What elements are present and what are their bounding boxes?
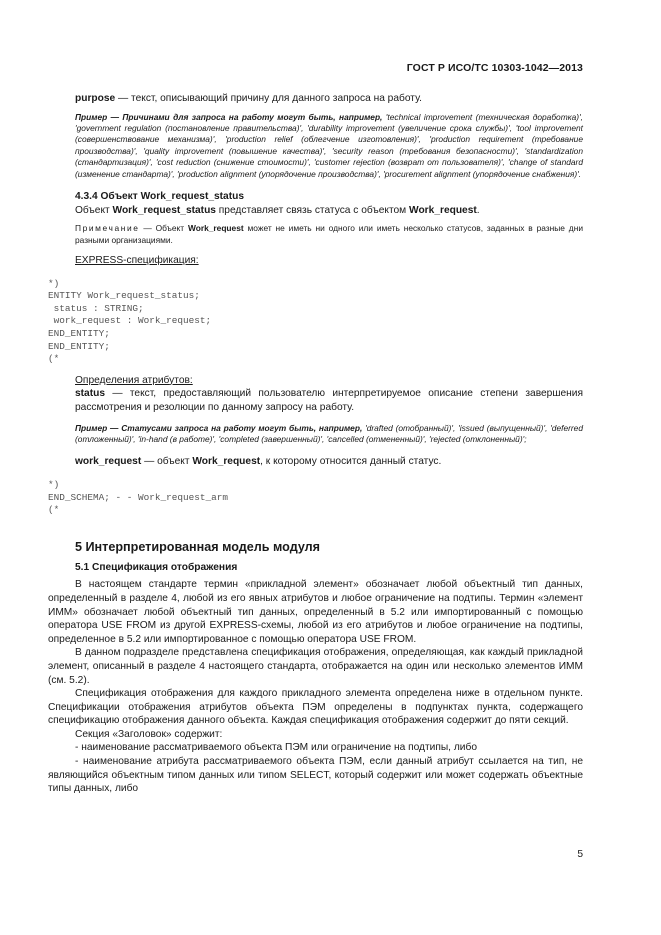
purpose-example-lead: Пример — Причинами для запроса на работу могут быть, например, bbox=[75, 111, 386, 122]
purpose-definition bbox=[48, 92, 583, 106]
note-paragraph bbox=[48, 223, 583, 246]
note-label: Примечание bbox=[75, 223, 140, 234]
section-5-1-title: 5.1 Спецификация отображения bbox=[75, 561, 238, 573]
standard-code-header: ГОСТ Р ИСО/ТС 10303-1042—2013 bbox=[406, 62, 583, 74]
list-item: - наименование атрибута рассматриваемого объекта ПЭМ, если данный атрибут ссылается на тип, не являющийся объектным типом данных или типом SELECT, который содержит или может содержать объектные типы данных, либо bbox=[48, 756, 583, 795]
status-example-lead: Пример — Статусами запроса на работу могут быть, например, bbox=[75, 422, 366, 433]
work-request-attr-text-part: , к которому относится данный статус. bbox=[260, 456, 442, 468]
status-example bbox=[48, 423, 583, 446]
work-request-term: Work_request bbox=[409, 204, 477, 216]
end-schema-code-block: *) END_SCHEMA; - - Work_request_arm (* bbox=[48, 478, 229, 516]
section-4-3-4-text bbox=[48, 204, 583, 218]
section-4-3-4-text-part: представляет связь статуса с объектом bbox=[215, 204, 410, 216]
section-5-title: 5 Интерпретированная модель модуля bbox=[75, 539, 321, 554]
section-4-3-4-text-part: . bbox=[476, 204, 480, 216]
note-text-part: — Объект bbox=[139, 223, 188, 234]
express-code-block: *) ENTITY Work_request_status; status : STRING; work_request : Work_request; END_ENTITY; END_ENTITY; (* bbox=[48, 277, 212, 365]
note-work-request-term: Work_request bbox=[187, 223, 244, 234]
list-item: - наименование рассматриваемого объекта ПЭМ или ограничение на подтипы, либо bbox=[75, 742, 477, 754]
section-4-3-4-title: 4.3.4 Объект Work_request_status bbox=[75, 191, 245, 203]
status-term: status bbox=[75, 388, 106, 400]
express-spec-label: EXPRESS-спецификация: bbox=[75, 255, 199, 267]
purpose-example-body: 'technical improvement (техническая доработка)', 'government regulation (постановление правительства)', 'durability improvement (увеличение срока службы)', 'tool improvement (совершенствование механизма)', 'production relief (облегчение изготовления)', 'production requirement (требование производства)', 'quality improvement (повышение качества)', 'security reason (требования безопасности)', 'standardization (стандартизация)', 'cost reduction (снижение стоимости)', 'customer rejection (возврат от пользователя)', 'change of standard (изменение стандарта)', 'production alignment (упорядочение производства)', 'procurement alignment (упорядочение снабжения)'. bbox=[75, 111, 584, 179]
body-paragraph: Спецификация отображения для каждого прикладного элемента определена ниже в отдельном пункте. Спецификации отображения атрибутов объекта ПЭМ определены в подпунктах пункта, содержащего спецификацию отображения данного объекта. Каждая спецификация отображения содержит до пяти секций. bbox=[48, 688, 583, 727]
note-text-part: может не иметь ни одного или иметь несколько статусов, заданных в разные дни разными организациями. bbox=[75, 223, 583, 245]
section-4-3-4-text-part: Объект bbox=[75, 204, 113, 216]
attribute-definitions-label: Определения атрибутов: bbox=[75, 374, 193, 386]
body-paragraph: Секция «Заголовок» содержит: bbox=[75, 728, 223, 740]
work-request-attr-object: Work_request bbox=[192, 456, 261, 468]
status-definition bbox=[48, 387, 583, 414]
status-text: — текст, предоставляющий пользователю интерпретируемое описание степени завершения рассмотрения и резолюции по данному запросу на работу. bbox=[75, 388, 583, 413]
status-example-body: 'drafted (отобранный)', 'issued (выпущенный)', 'deferred (отложенный)', 'in-hand (в работе)', 'completed (завершенный)', 'cancelled (отмененный)', 'rejected (отклоненный)'; bbox=[75, 422, 583, 444]
work-request-attr-text-part: — объект bbox=[141, 456, 193, 468]
work-request-status-term: Work_request_status bbox=[112, 204, 216, 216]
purpose-example bbox=[48, 112, 583, 180]
body-paragraph: В данном подразделе представлена спецификация отображения, определяющая, как каждый прикладной элемент, описанный в разделе 4 настоящего стандарта, отображается на один или несколько элементов ИММ (см. 5.2). bbox=[48, 647, 583, 686]
work-request-definition bbox=[48, 455, 583, 469]
page-number: 5 bbox=[577, 849, 583, 860]
work-request-attr-term: work_request bbox=[75, 456, 142, 468]
purpose-term: purpose bbox=[75, 93, 116, 104]
purpose-text: — текст, описывающий причину для данного запроса на работу. bbox=[115, 93, 422, 104]
page-content bbox=[48, 92, 583, 796]
body-paragraph: В настоящем стандарте термин «прикладной элемент» обозначает любой объектный тип данных, определенный в разделе 4, любой из его явных атрибутов и любое ограничение на подтипы. Термин «элемент ИММ» обозначает любой объектный тип данных, определенный в 5.2 или импортированный с помощью оператора USE FROM из другой EXPRESS-схемы, любой из его атрибутов и любое ограничение на подтипы, определенное в 5.2 или импортированное с помощью оператора USE FROM. bbox=[48, 579, 583, 645]
